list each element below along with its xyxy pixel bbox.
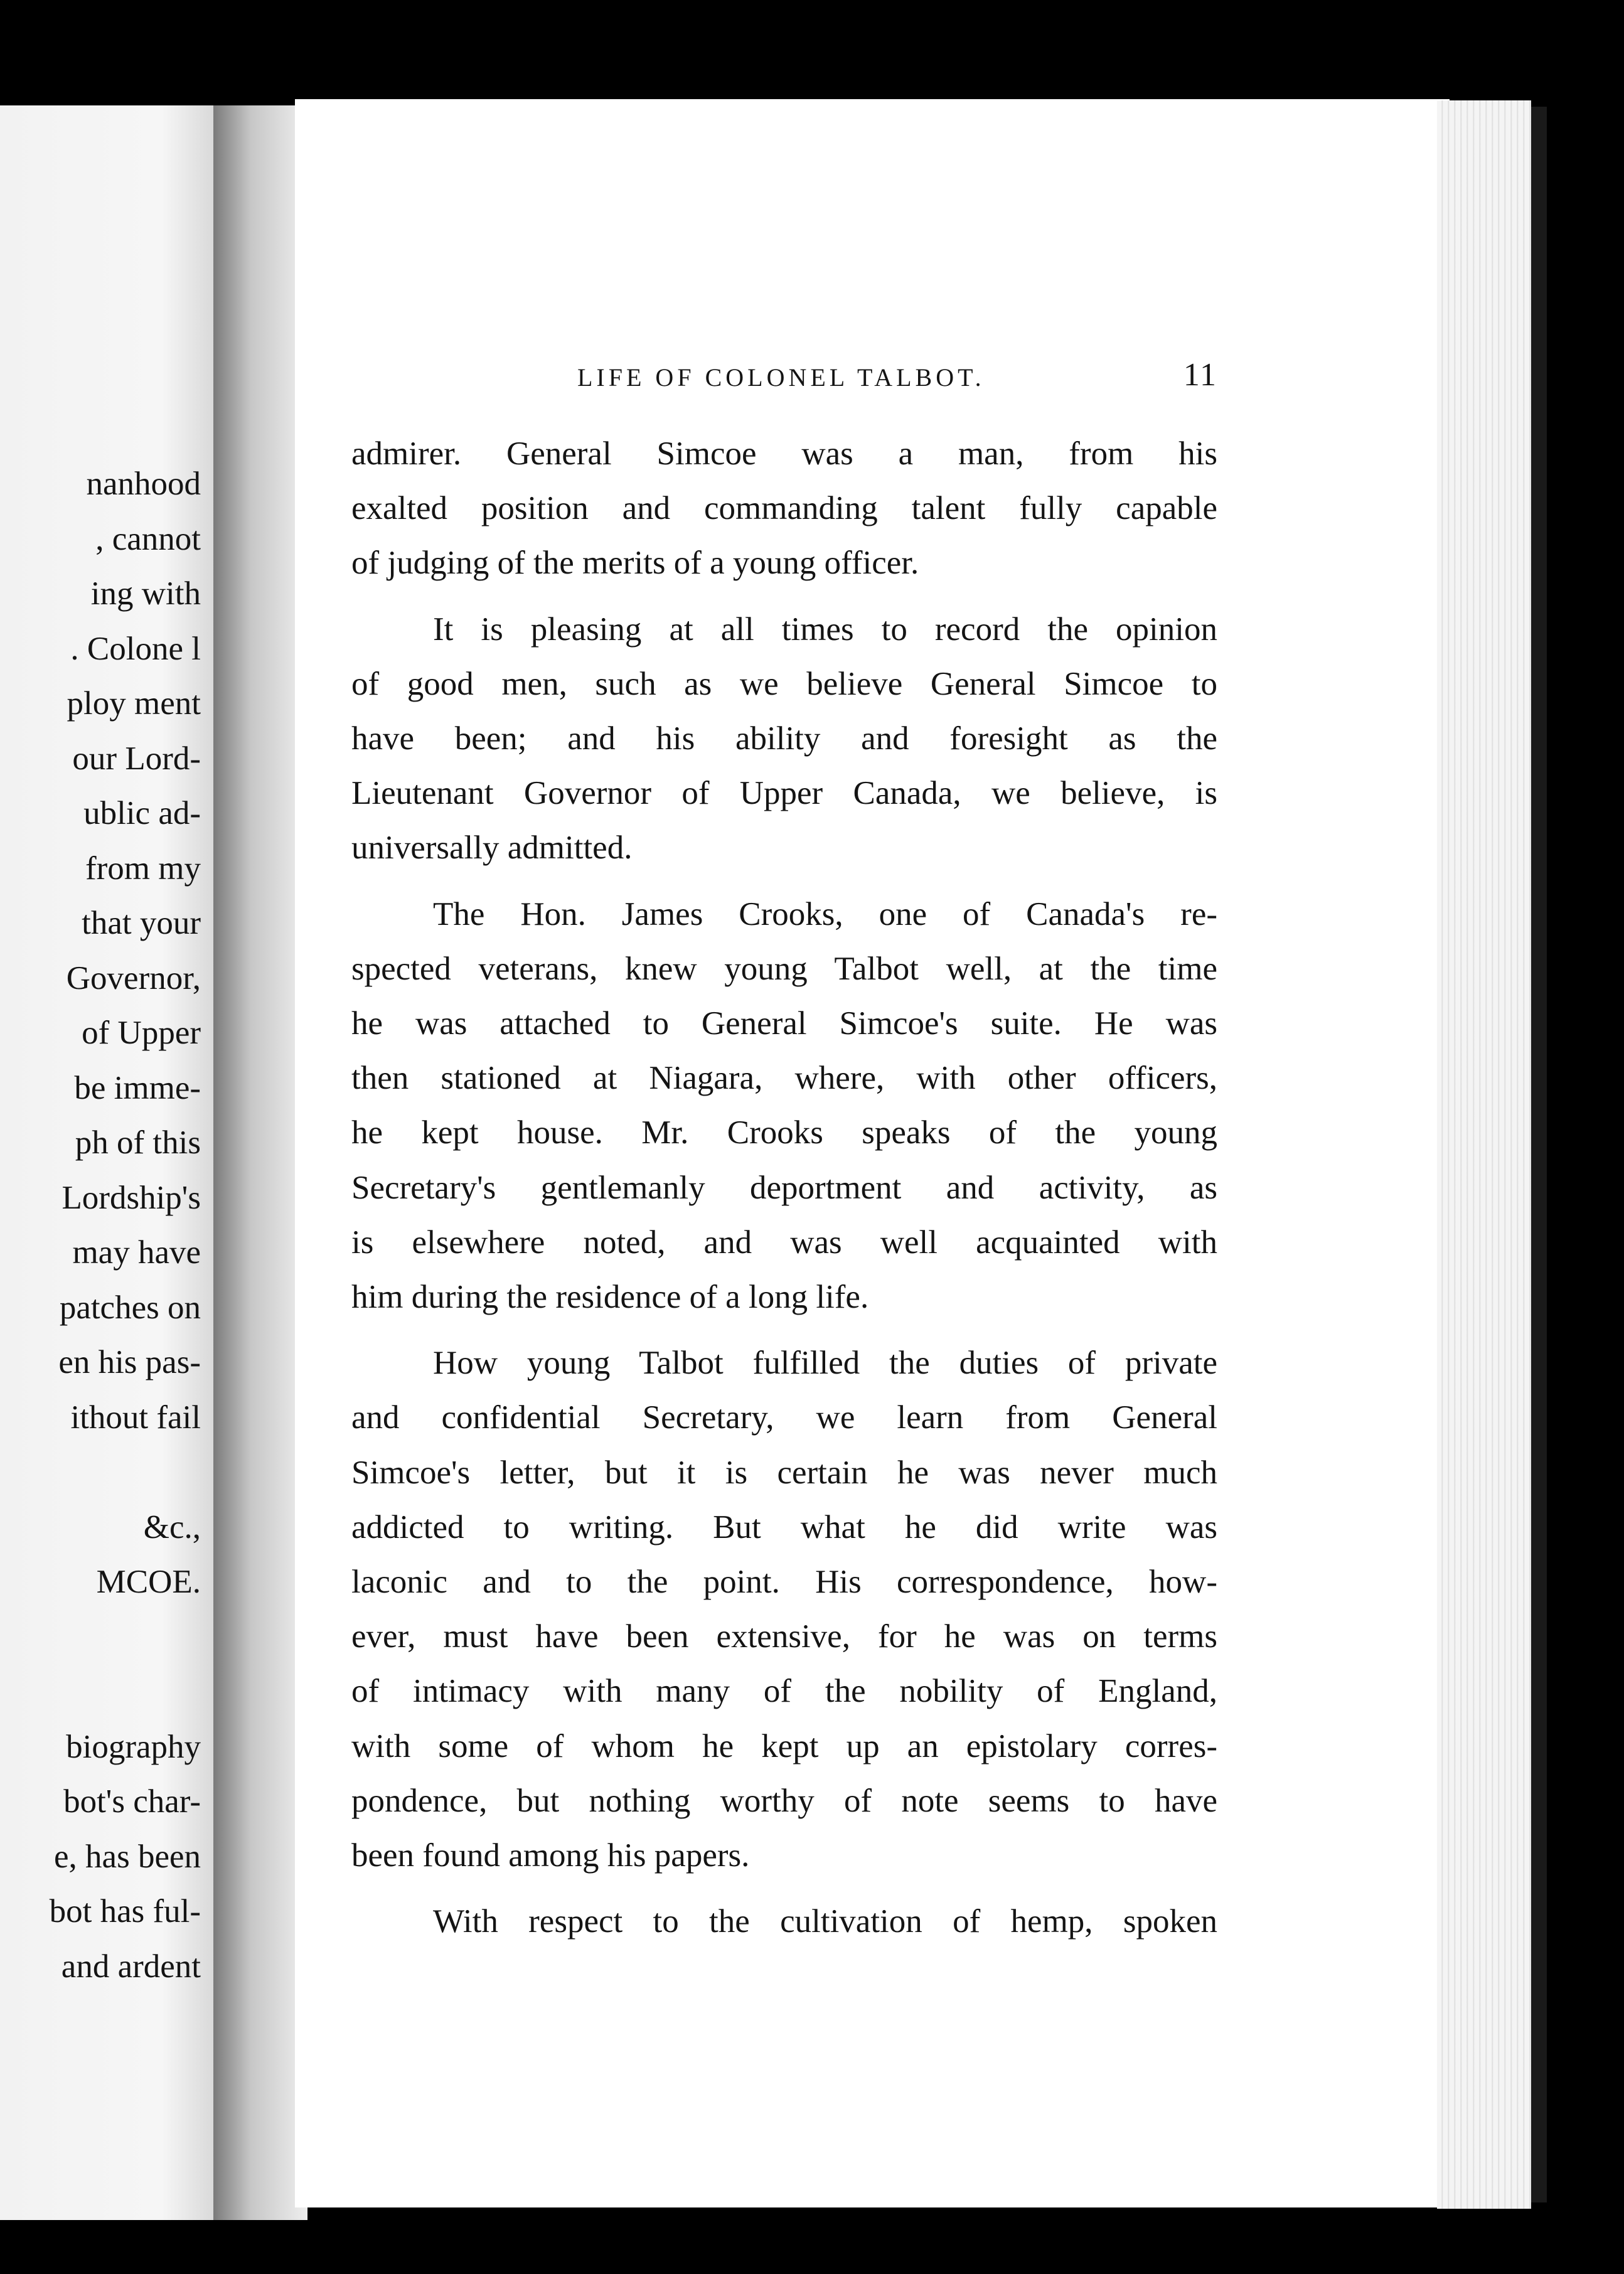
left-line: e, has been	[54, 1838, 201, 1875]
left-line: ublic ad-	[83, 795, 201, 831]
text-line: of judging of the merits of a young officer.	[351, 545, 919, 582]
left-line: patches on	[59, 1289, 201, 1326]
paragraph	[351, 602, 1217, 876]
text-line: Lieutenant Governor of Upper Canada, we believe, is	[351, 775, 1217, 812]
text-line: universally admitted.	[351, 830, 633, 867]
text-line: Secretary's gentlemanly deportment and activity, as	[351, 1169, 1217, 1206]
left-line: from my	[85, 850, 201, 887]
text-line: he kept house. Mr. Crooks speaks of the young	[351, 1114, 1217, 1151]
left-line: be imme-	[74, 1069, 201, 1106]
left-line: Lordship's	[61, 1179, 201, 1216]
text-line: of intimacy with many of the nobility of England,	[351, 1673, 1217, 1710]
text-line: he was attached to General Simcoe's suite. He was	[351, 1005, 1217, 1042]
text-line: with some of whom he kept up an epistolary corres-	[351, 1727, 1217, 1764]
left-line: ploy ment	[67, 685, 201, 722]
left-line: and ardent	[61, 1948, 201, 1985]
text-line: Simcoe's letter, but it is certain he was never much	[351, 1454, 1217, 1491]
left-line: of Upper	[82, 1015, 201, 1051]
left-line: . Colone l	[70, 630, 201, 667]
text-line: him during the residence of a long life.	[351, 1279, 869, 1316]
text-line: been found among his papers.	[351, 1837, 750, 1874]
text-line: is elsewhere noted, and was well acquainted with	[351, 1224, 1217, 1261]
left-line: MCOE.	[96, 1564, 201, 1600]
text-line: then stationed at Niagara, where, with other officers,	[351, 1060, 1217, 1097]
left-line: may have	[72, 1234, 201, 1271]
text-line: It is pleasing at all times to record the opinion	[433, 611, 1217, 648]
paragraph	[351, 427, 1217, 591]
text-line: of good men, such as we believe General Simcoe to	[351, 665, 1217, 702]
text-line: With respect to the cultivation of hemp, spoken	[433, 1903, 1217, 1940]
text-line: ever, must have been extensive, for he was on terms	[351, 1618, 1217, 1655]
left-page-text	[50, 457, 201, 1994]
left-line: bot's char-	[63, 1783, 201, 1820]
left-line: ing with	[90, 575, 201, 612]
left-line: ph of this	[75, 1124, 201, 1161]
left-line	[50, 1665, 201, 1720]
paragraph	[351, 1894, 1217, 1949]
left-line: en his pas-	[58, 1344, 201, 1380]
left-line: that your	[82, 905, 201, 941]
left-line: bot has ful-	[49, 1893, 201, 1930]
text-line: The Hon. James Crooks, one of Canada's re-	[433, 895, 1217, 932]
left-line: nanhood	[86, 466, 201, 502]
page-edges	[1437, 100, 1531, 2209]
body-text	[351, 427, 1217, 1960]
text-line: addicted to writing. But what he did write was	[351, 1508, 1217, 1545]
page-number: 11	[1183, 357, 1217, 393]
text-line: have been; and his ability and foresight as the	[351, 720, 1217, 757]
left-line: our Lord-	[72, 740, 201, 777]
left-line: , cannot	[95, 520, 201, 557]
left-line: &c.,	[143, 1508, 201, 1545]
text-line: admirer. General Simcoe was a man, from his	[351, 435, 1217, 472]
text-line: pondence, but nothing worthy of note seems to have	[351, 1782, 1217, 1819]
book-gutter	[213, 105, 307, 2220]
left-line	[50, 1610, 201, 1665]
left-line	[50, 1445, 201, 1500]
paragraph	[351, 1336, 1217, 1883]
text-line: and confidential Secretary, we learn from General	[351, 1399, 1217, 1436]
text-line: exalted position and commanding talent fully capable	[351, 490, 1217, 527]
left-line: Governor,	[66, 959, 201, 996]
text-line: How young Talbot fulfilled the duties of private	[433, 1345, 1217, 1382]
text-line: spected veterans, knew young Talbot well, at the time	[351, 950, 1217, 987]
left-line: ithout fail	[70, 1399, 201, 1436]
paragraph	[351, 887, 1217, 1325]
running-title: LIFE OF COLONEL TALBOT.	[577, 363, 985, 392]
left-line: biography	[66, 1728, 201, 1765]
book-cover-edge	[1531, 107, 1547, 2202]
text-line: laconic and to the point. His correspondence, how-	[351, 1564, 1217, 1601]
